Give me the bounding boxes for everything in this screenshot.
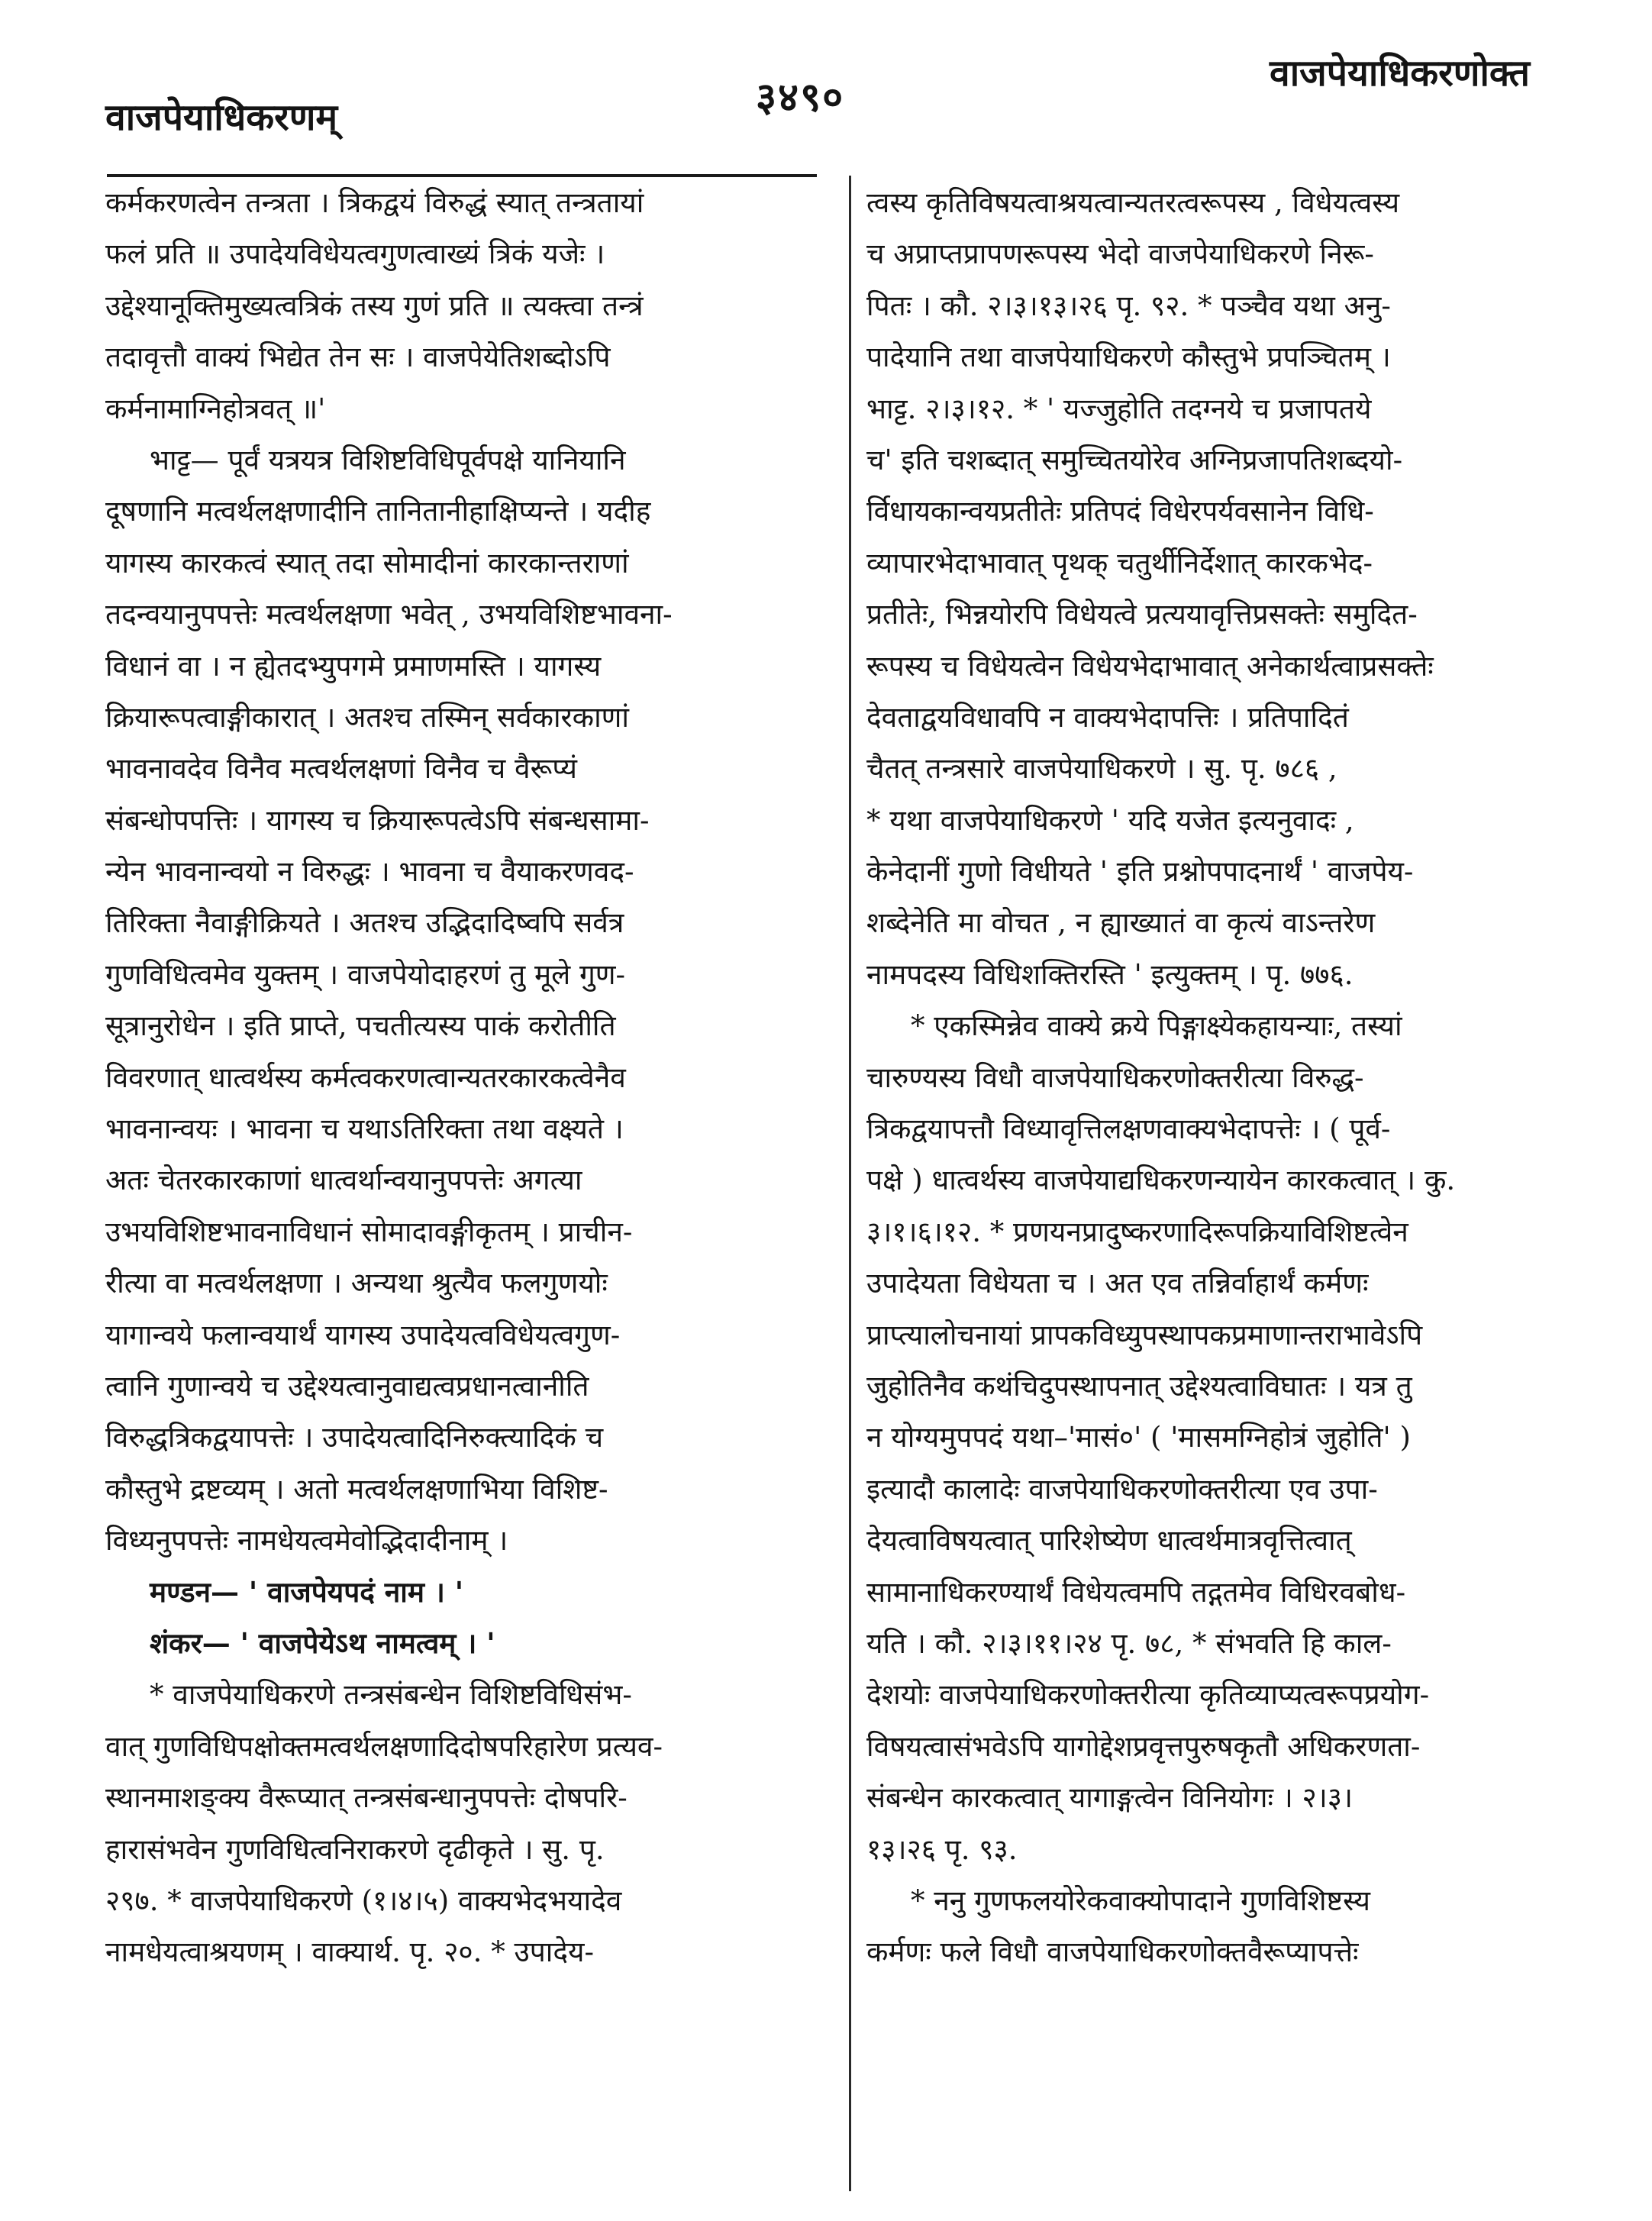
text-line: भावनान्वयः । भावना च यथाऽतिरिक्ता तथा वक्ष्यते । xyxy=(105,1112,624,1146)
text-line: जुहोतिनैव कथंचिदुपस्थापनात् उद्देश्यत्वाविघातः । यत्र तु xyxy=(866,1369,1412,1403)
text-line: शंकर— ' वाजपेयेऽथ नामत्वम् । ' xyxy=(150,1625,495,1660)
running-header-right: वाजपेयाधिकरणोक्त xyxy=(1270,52,1530,95)
text-line: स्थानमाशङ्क्य वैरूप्यात् तन्त्रसंबन्धानुपपत्तेः दोषपरि- xyxy=(105,1781,628,1815)
text-line: * एकस्मिन्नेव वाक्ये क्रये पिङ्गाक्ष्येकहायन्याः, तस्यां xyxy=(911,1009,1402,1043)
text-line: ३।१।६।१२. * प्रणयनप्रादुष्करणादिरूपक्रियाविशिष्टत्वेन xyxy=(866,1215,1408,1248)
text-line: चारुण्यस्य विधौ वाजपेयाधिकरणोक्तरीत्या विरुद्ध- xyxy=(866,1060,1364,1094)
text-line: देशयोः वाजपेयाधिकरणोक्तरीत्या कृतिव्याप्यत्वरूपप्रयोग- xyxy=(866,1678,1430,1712)
text-line: क्रियारूपत्वाङ्गीकारात् । अतश्च तस्मिन् सर्वकारकाणां xyxy=(105,700,629,734)
text-line: त्वस्य कृतिविषयत्वाश्रयत्वान्यतरत्वरूपस्य , विधेयत्वस्य xyxy=(866,186,1400,219)
right-column xyxy=(866,177,1554,1978)
text-line: भाट्ट— पूर्वं यत्रयत्र विशिष्टविधिपूर्वपक्षे यानियानि xyxy=(150,443,626,476)
text-line: सामानाधिकरण्यार्थं विधेयत्वमपि तद्गतमेव विधिरवबोध- xyxy=(866,1575,1406,1609)
text-line: व्यापारभेदाभावात् पृथक् चतुर्थीनिर्देशात् कारकभेद- xyxy=(866,546,1373,579)
text-line: नामधेयत्वाश्रयणम् । वाक्यार्थ. पृ. २०. * उपादेय- xyxy=(105,1935,594,1969)
text-line: फलं प्रति ॥ उपादेयविधेयत्वगुणत्वाख्यं त्रिकं यजेः । xyxy=(105,237,605,271)
text-line: उभयविशिष्टभावनाविधानं सोमादावङ्गीकृतम् । प्राचीन- xyxy=(105,1215,633,1248)
text-line: * यथा वाजपेयाधिकरणे ' यदि यजेत इत्यनुवादः , xyxy=(866,803,1354,837)
text-line: कौस्तुभे द्रष्टव्यम् । अतो मत्वर्थलक्षणाभिया विशिष्ट- xyxy=(105,1472,608,1506)
text-line: इत्यादौ कालादेः वाजपेयाधिकरणोक्तरीत्या एव उपा- xyxy=(866,1472,1378,1506)
text-line: यागान्वये फलान्वयार्थं यागस्य उपादेयत्वविधेयत्वगुण- xyxy=(105,1318,621,1351)
text-line: संबन्धेन कारकत्वात् यागाङ्गत्वेन विनियोगः । २।३। xyxy=(866,1781,1354,1815)
text-line: २९७. * वाजपेयाधिकरणे (१।४।५) वाक्यभेदभयादेव xyxy=(105,1884,622,1917)
text-line: भाट्ट. २।३।१२. * ' यज्जुहोति तदग्नये च प्रजापतये xyxy=(866,392,1372,425)
running-header-left: वाजपेयाधिकरणम् xyxy=(105,96,338,139)
page-number: ३४९० xyxy=(756,74,845,121)
text-line: र्विधायकान्वयप्रतीतेः प्रतिपदं विधेरपर्यवसानेन विधि- xyxy=(866,495,1374,528)
text-line: तदन्वयानुपपत्तेः मत्वर्थलक्षणा भवेत् , उभयविशिष्टभावना- xyxy=(105,598,673,631)
text-line: गुणविधित्वमेव युक्तम् । वाजपेयोदाहरणं तु मूले गुण- xyxy=(105,957,626,991)
text-line: * ननु गुणफलयोरेकवाक्योपादाने गुणविशिष्टस्य xyxy=(911,1884,1370,1917)
text-line: मण्डन— ' वाजपेयपदं नाम । ' xyxy=(150,1574,464,1609)
text-line: केनेदानीं गुणो विधीयते ' इति प्रश्नोपपादनार्थं ' वाजपेय- xyxy=(866,855,1414,889)
text-line: चैतत् तन्त्रसारे वाजपेयाधिकरणे । सु. पृ. ७८६ , xyxy=(866,752,1337,786)
text-line: उपादेयता विधेयता च । अत एव तन्निर्वाहार्थं कर्मणः xyxy=(866,1267,1369,1300)
text-line: रूपस्य च विधेयत्वेन विधेयभेदाभावात् अनेकार्थत्वाप्रसक्तेः xyxy=(866,649,1434,683)
text-line: * वाजपेयाधिकरणे तन्त्रसंबन्धेन विशिष्टविधिसंभ- xyxy=(150,1678,632,1712)
text-line: नामपदस्य विधिशक्तिरस्ति ' इत्युक्तम् । पृ. ७७६. xyxy=(866,957,1354,991)
text-line: अतः चेतरकारकाणां धात्वर्थान्वयानुपपत्तेः अगत्या xyxy=(105,1164,582,1197)
text-line: संबन्धोपपत्तिः । यागस्य च क्रियारूपत्वेऽपि संबन्धसामा- xyxy=(105,803,650,837)
text-line: प्रतीतेः, भिन्नयोरपि विधेयत्वे प्रत्ययावृत्तिप्रसक्तेः समुदित- xyxy=(866,598,1418,631)
text-line: च' इति चशब्दात् समुच्चितयोरेव अग्निप्रजापतिशब्दयो- xyxy=(866,443,1403,476)
text-line: देयत्वाविषयत्वात् पारिशेष्येण धात्वर्थमात्रवृत्तित्वात् xyxy=(866,1524,1352,1558)
text-line: त्वानि गुणान्वये च उद्देश्यत्वानुवाद्यत्वप्रधानत्वानीति xyxy=(105,1369,589,1403)
text-line: वात् गुणविधिपक्षोक्तमत्वर्थलक्षणादिदोषपरिहारेण प्रत्यव- xyxy=(105,1729,663,1763)
text-line: च अप्राप्तप्रापणरूपस्य भेदो वाजपेयाधिकरणे निरू- xyxy=(866,237,1374,271)
text-line: सूत्रानुरोधेन । इति प्राप्ते, पचतीत्यस्य पाकं करोतीति xyxy=(105,1009,616,1043)
text-line: कर्मनामाग्निहोत्रवत् ॥' xyxy=(105,392,326,425)
text-line: यागस्य कारकत्वं स्यात् तदा सोमादीनां कारकान्तराणां xyxy=(105,546,629,579)
text-line: शब्देनेति मा वोचत , न ह्याख्यातं वा कृत्यं वाऽन्तरेण xyxy=(866,906,1376,940)
text-line: उद्देश्यानूक्तिमुख्यत्वत्रिकं तस्य गुणं प्रति ॥ त्यक्त्वा तन्त्रं xyxy=(105,289,644,322)
text-line: त्रिकद्वयापत्तौ विध्यावृत्तिलक्षणवाक्यभेदापत्तेः । ( पूर्व- xyxy=(866,1112,1391,1146)
text-line: विध्यनुपपत्तेः नामधेयत्वमेवोद्भिदादीनाम् । xyxy=(105,1524,508,1558)
text-line: रीत्या वा मत्वर्थलक्षणा । अन्यथा श्रुत्यैव फलगुणयोः xyxy=(105,1267,608,1300)
text-line: न्येन भावनान्वयो न विरुद्धः । भावना च वैयाकरणवद- xyxy=(105,855,634,889)
text-line: भावनावदेव विनैव मत्वर्थलक्षणां विनैव च वैरूप्यं xyxy=(105,752,577,786)
text-line: पक्षे ) धात्वर्थस्य वाजपेयाद्यधिकरणन्यायेन कारकत्वात् । कु. xyxy=(866,1164,1456,1197)
text-line: कर्मकरणत्वेन तन्त्रता । त्रिकद्वयं विरुद्धं स्यात् तन्त्रतायां xyxy=(105,186,644,219)
text-line: पादेयानि तथा वाजपेयाधिकरणे कौस्तुभे प्रपञ्चितम् । xyxy=(866,341,1391,374)
column-divider xyxy=(849,176,851,2191)
text-line: विवरणात् धात्वर्थस्य कर्मत्वकरणत्वान्यतरकारकत्वेनैव xyxy=(105,1060,626,1094)
text-line: देवताद्वयविधावपि न वाक्यभेदापत्तिः । प्रतिपादितं xyxy=(866,700,1349,734)
text-line: हारासंभवेन गुणविधित्वनिराकरणे दृढीकृते । सु. पृ. xyxy=(105,1832,605,1866)
text-line: विरुद्धत्रिकद्वयापत्तेः । उपादेयत्वादिनिरुक्त्यादिकं च xyxy=(105,1421,604,1454)
text-line: प्राप्त्यालोचनायां प्रापकविध्युपस्थापकप्रमाणान्तराभावेऽपि xyxy=(866,1318,1423,1351)
text-line: यति । कौ. २।३।११।२४ पृ. ७८, * संभवति हि काल- xyxy=(866,1626,1392,1660)
text-line: १३।२६ पृ. ९३. xyxy=(866,1832,1018,1866)
text-line: कर्मणः फले विधौ वाजपेयाधिकरणोक्तवैरूप्यापत्तेः xyxy=(866,1935,1359,1969)
text-line: दूषणानि मत्वर्थलक्षणादीनि तानितानीहाक्षिप्यन्ते । यदीह xyxy=(105,495,651,528)
text-line: विषयत्वासंभवेऽपि यागोद्देशप्रवृत्तपुरुषकृतौ अधिकरणता- xyxy=(866,1729,1421,1763)
left-column xyxy=(105,177,831,1978)
text-line: न योग्यमुपपदं यथा–'मासं०' ( 'मासमग्निहोत्रं जुहोति' ) xyxy=(866,1421,1411,1454)
text-line: तिरिक्ता नैवाङ्गीक्रियते । अतश्च उद्भिदादिष्वपि सर्वत्र xyxy=(105,906,624,940)
text-line: विधानं वा । न ह्येतदभ्युपगमे प्रमाणमस्ति । यागस्य xyxy=(105,649,602,683)
text-line: पितः । कौ. २।३।१३।२६ पृ. ९२. * पञ्चैव यथा अनु- xyxy=(866,289,1391,322)
text-line: तदावृत्तौ वाक्यं भिद्येत तेन सः । वाजपेयेतिशब्दोऽपि xyxy=(105,341,611,374)
